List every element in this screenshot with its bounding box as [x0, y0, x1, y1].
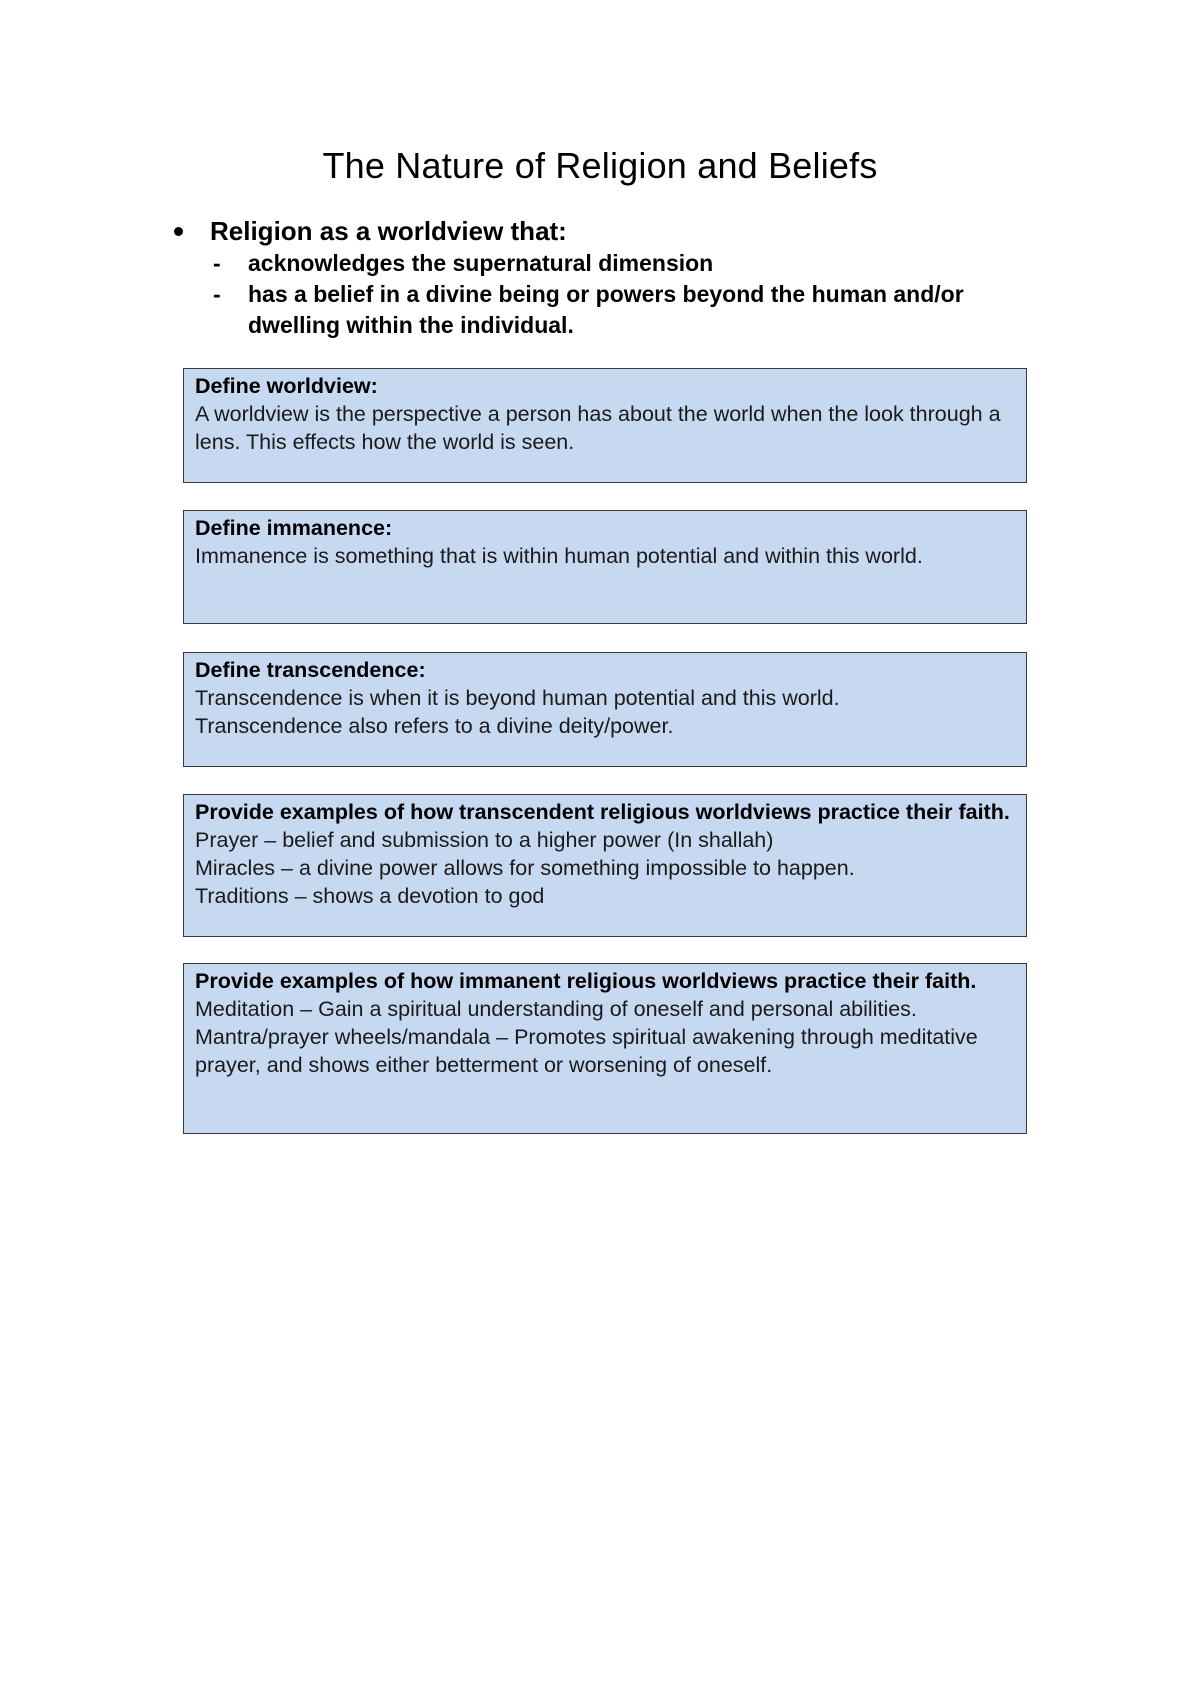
transcendence-definition-box: [183, 652, 1027, 767]
box-line: Prayer – belief and submission to a higher power (In shallah): [195, 828, 774, 852]
bullet-item: [170, 214, 1050, 248]
box-heading: Define immanence:: [195, 516, 393, 540]
box-line: Miracles – a divine power allows for something impossible to happen.: [195, 856, 855, 880]
box-line: Immanence is something that is within human potential and within this world.: [195, 544, 923, 568]
box-heading: Define transcendence:: [195, 658, 426, 682]
box-heading: Provide examples of how transcendent religious worldviews practice their faith.: [195, 800, 1010, 824]
dash-item-divine-being: [170, 279, 1050, 341]
dash-item-supernatural: [170, 248, 1050, 279]
dash-item-text: has a belief in a divine being or powers beyond the human and/or dwelling within the individual.: [248, 281, 964, 338]
immanence-definition-box: [183, 510, 1027, 624]
bullet-text: Religion as a worldview that:: [210, 216, 567, 246]
box-line: Mantra/prayer wheels/mandala – Promotes spiritual awakening through meditative prayer, and shows either betterment or worsening of oneself.: [195, 1025, 978, 1077]
box-heading: Define worldview:: [195, 374, 378, 398]
intro-section: [170, 214, 1050, 341]
box-line: Traditions – shows a devotion to god: [195, 884, 545, 908]
dash-list: [170, 248, 1050, 341]
box-heading: Provide examples of how immanent religious worldviews practice their faith.: [195, 969, 977, 993]
box-line: Transcendence is when it is beyond human potential and this world.: [195, 686, 840, 710]
bullet-icon: [174, 227, 183, 236]
box-line: A worldview is the perspective a person has about the world when the look through a lens. This effects how the world is seen.: [195, 402, 1001, 454]
box-line: Meditation – Gain a spiritual understanding of oneself and personal abilities.: [195, 997, 917, 1021]
dash-icon: -: [213, 250, 221, 276]
dash-item-text: acknowledges the supernatural dimension: [248, 250, 714, 276]
immanent-examples-box: [183, 963, 1027, 1134]
worldview-definition-box: [183, 368, 1027, 483]
box-line: Transcendence also refers to a divine deity/power.: [195, 714, 674, 738]
dash-icon: -: [213, 281, 221, 307]
transcendent-examples-box: [183, 794, 1027, 937]
page-title: The Nature of Religion and Beliefs: [322, 145, 878, 186]
